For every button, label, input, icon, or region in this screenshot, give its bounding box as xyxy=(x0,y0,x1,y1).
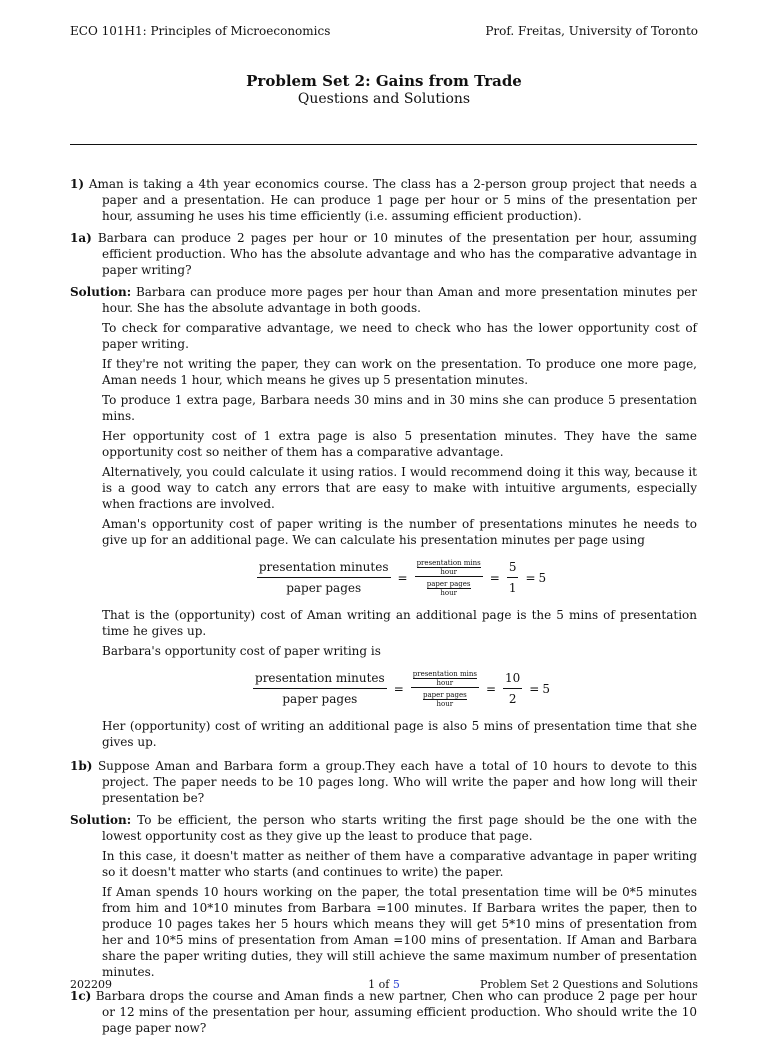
document-title: Problem Set 2: Gains from Trade xyxy=(246,72,522,90)
rate-numerator-bottom: hour xyxy=(440,568,457,576)
rate-denominator-bottom: hour xyxy=(436,700,454,708)
solution-1b xyxy=(70,812,697,844)
question-1a xyxy=(70,230,697,278)
question-text: Aman is taking a 4th year economics course. The class has a 2-person group project that needs a paper and a presentation. He can produce 1 page per hour or 5 mins of the presentation per hour, assuming he uses his time efficiently (i.e. assuming efficient production). xyxy=(88,177,697,223)
rate-numerator-top: presentation mins xyxy=(412,670,477,678)
solution-paragraph: Alternatively, you could calculate it using ratios. I would recommend doing it this way, because it is a good way to catch any errors that are easy to make with intuitive arguments, especially when fractions are involved. xyxy=(102,465,697,511)
solution-text: To be efficient, the person who starts writing the first page should be the one with the lowest opportunity cost as they give up the least to produce that page. xyxy=(102,813,697,843)
solution-paragraph: To produce 1 extra page, Barbara needs 30 mins and in 30 mins she can produce 5 presentation mins. xyxy=(102,393,697,423)
fraction-denominator: paper pages xyxy=(282,692,358,706)
question-label: 1) xyxy=(70,177,85,191)
solution-paragraph: Aman's opportunity cost of paper writing is the number of presentations minutes he needs to give up for an additional page. We can calculate his presentation minutes per page using xyxy=(102,517,697,547)
rate-denominator-top: paper pages xyxy=(426,580,471,588)
rate-numerator-bottom: hour xyxy=(436,679,454,687)
rate-denominator-bottom: hour xyxy=(440,589,457,597)
rate-numerator-top: presentation mins xyxy=(416,559,481,567)
question-1b xyxy=(70,758,697,806)
equation-result: 5 xyxy=(542,681,550,696)
solution-paragraph: If Aman spends 10 hours working on the paper, the total presentation time will be 0*5 minutes from him and 10*10 minutes from Barbara =100 minutes. If Barbara writes the paper, then to produce 10 pages takes her 5 hours which means they will get 5*10 mins of presentation from her and 10*5 mins of presentation from Aman =100 mins of presentation. If Aman and Barbara share the paper writing duties, they will still achieve the same maximum number of presentation minutes. xyxy=(102,885,697,979)
solution-paragraph: Her (opportunity) cost of writing an additional page is also 5 mins of presentation time that she gives up. xyxy=(102,719,697,749)
equals-sign: = xyxy=(525,570,536,585)
footer-date: 202209 xyxy=(70,978,112,991)
fraction-main xyxy=(257,559,391,596)
fraction-numerator: 10 xyxy=(503,670,522,689)
fraction-rates xyxy=(411,669,479,708)
equation-result: 5 xyxy=(538,570,547,585)
course-name: ECO 101H1: Principles of Microeconomics xyxy=(70,24,331,38)
document-subtitle: Questions and Solutions xyxy=(297,91,471,107)
fraction-values xyxy=(503,670,522,707)
solution-paragraph: That is the (opportunity) cost of Aman writing an additional page is the 5 mins of presentation time he gives up. xyxy=(102,608,697,638)
fraction-denominator: paper pages xyxy=(286,581,362,595)
equals-sign: = xyxy=(529,681,540,696)
page-total-link[interactable]: 5 xyxy=(392,978,400,991)
question-label: 1c) xyxy=(70,989,92,1003)
fraction-values xyxy=(507,559,519,596)
fraction-rates xyxy=(415,558,483,597)
solution-paragraph: Her opportunity cost of 1 extra page is also 5 presentation minutes. They have the same opportunity cost so neither of them has a comparative advantage. xyxy=(102,429,697,459)
fraction-numerator: 5 xyxy=(507,559,519,578)
document-body xyxy=(70,176,697,1042)
solution-paragraph: To check for comparative advantage, we need to check who has the lower opportunity cost of paper writing. xyxy=(102,321,697,351)
equation-barbara xyxy=(102,669,697,708)
equals-sign: = xyxy=(485,681,496,696)
instructor-name: Prof. Freitas, University of Toronto xyxy=(485,24,698,38)
question-text: Barbara can produce 2 pages per hour or 10 minutes of the presentation per hour, assuming efficient production. Who has the absolute advantage and who has the comparative advantage in paper writing? xyxy=(97,231,697,277)
title-divider xyxy=(70,144,697,145)
question-1c xyxy=(70,988,697,1036)
solution-paragraph: Barbara's opportunity cost of paper writing is xyxy=(102,644,381,658)
question-text: Barbara drops the course and Aman finds a new partner, Chen who can produce 2 page per hour or 12 mins of the presentation per hour, assuming efficient production. Who should write the 10 page paper now? xyxy=(95,989,697,1035)
rate-denominator-top: paper pages xyxy=(422,691,467,699)
page-current: 1 xyxy=(368,978,376,991)
fraction-main xyxy=(253,670,387,707)
footer-title: Problem Set 2 Questions and Solutions xyxy=(479,978,698,991)
solution-1a xyxy=(70,284,697,316)
equals-sign: = xyxy=(397,570,408,585)
equals-sign: = xyxy=(489,570,500,585)
solution-text: Barbara can produce more pages per hour than Aman and more presentation minutes per hour. She has the absolute advantage in both goods. xyxy=(102,285,697,315)
question-label: 1a) xyxy=(70,231,92,245)
fraction-denominator: 1 xyxy=(508,581,517,595)
solution-label: Solution: xyxy=(70,813,132,827)
fraction-numerator: presentation minutes xyxy=(257,559,391,578)
fraction-denominator: 2 xyxy=(508,692,517,706)
fraction-numerator: presentation minutes xyxy=(253,670,387,689)
equals-sign: = xyxy=(393,681,404,696)
solution-label: Solution: xyxy=(70,285,132,299)
page-of-label: of xyxy=(378,978,390,991)
question-1 xyxy=(70,176,697,224)
question-label: 1b) xyxy=(70,759,93,773)
solution-paragraph: If they're not writing the paper, they can work on the presentation. To produce one more page, Aman needs 1 hour, which means he gives up 5 presentation minutes. xyxy=(102,357,697,387)
solution-paragraph: In this case, it doesn't matter as neither of them have a comparative advantage in paper writing so it doesn't matter who starts (and continues to write) the paper. xyxy=(102,849,697,879)
question-text: Suppose Aman and Barbara form a group.They each have a total of 10 hours to devote to this project. The paper needs to be 10 pages long. Who will write the paper and how long will their presentation be? xyxy=(97,759,697,805)
equation-aman xyxy=(102,558,697,597)
